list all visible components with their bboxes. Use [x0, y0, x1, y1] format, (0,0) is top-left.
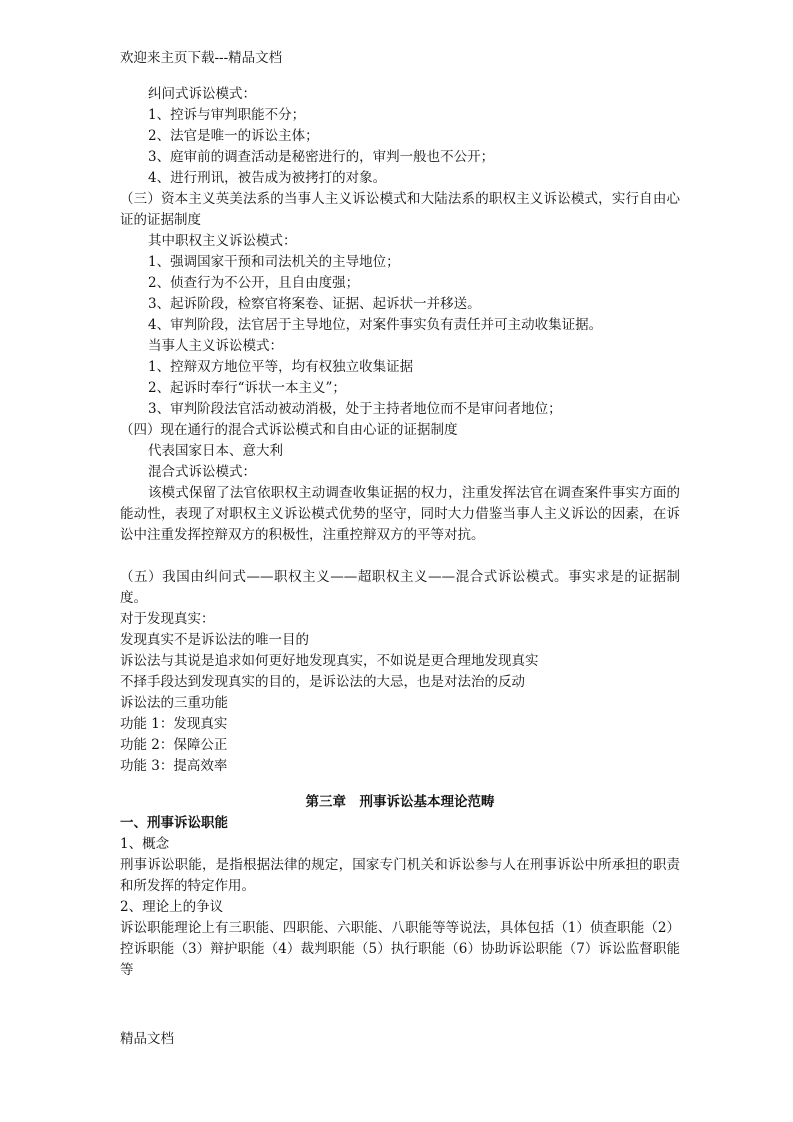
text-line: 发现真实不是诉讼法的唯一目的 [120, 632, 309, 648]
list-item: 功能 3：提高效率 [120, 758, 228, 774]
text-line: 当事人主义诉讼模式： [148, 338, 283, 354]
subsection-heading: （四）现在通行的混合式诉讼模式和自由心证的证据制度 [120, 422, 458, 438]
text-line: 1、概念 [120, 836, 170, 852]
spacer [120, 777, 680, 792]
text-line: 混合式诉讼模式： [148, 464, 256, 480]
text-line: 代表国家日本、意大利 [148, 443, 283, 459]
list-item: 4、审判阶段，法官居于主导地位，对案件事实负有责任并可主动收集证据。 [148, 317, 603, 333]
list-item: 2、起诉时奉行“诉状一本主义”； [148, 380, 346, 396]
list-item: 4、进行刑讯，被告成为被拷打的对象。 [148, 170, 387, 186]
subsection-heading: （三）资本主义英美法系的当事人主义诉讼模式和大陆法系的职权主义诉讼模式，实行自由心证的证据制度 [120, 191, 680, 228]
spacer [120, 546, 680, 567]
page-footer: 精品文档 [120, 1031, 174, 1047]
chapter-title: 第三章 刑事诉讼基本理论范畴 [305, 794, 495, 810]
list-item: 1、控诉与审判职能不分； [148, 107, 306, 123]
list-item: 3、审判阶段法官活动被动消极，处于主持者地位而不是审问者地位； [148, 401, 562, 417]
list-item: 功能 2：保障公正 [120, 737, 228, 753]
text-line: 对于发现真实： [120, 611, 215, 627]
list-item: 3、起诉阶段，检察官将案卷、证据、起诉状一并移送。 [148, 296, 481, 312]
paragraph: 刑事诉讼职能，是指根据法律的规定，国家专门机关和诉讼参与人在刑事诉讼中所承担的职责和所发挥的特定作用。 [120, 857, 680, 894]
list-item: 2、法官是唯一的诉讼主体； [148, 128, 319, 144]
list-item: 功能 1：发现真实 [120, 716, 228, 732]
paragraph: 该模式保留了法官依职权主动调查收集证据的权力，注重发挥法官在调查案件事实方面的能动性，表现了对职权主义诉讼模式优势的坚守，同时大力借鉴当事人主义诉讼的因素，在诉讼中注重发挥控辩双方的积极性，注重控辩双方的平等对抗。 [120, 485, 680, 543]
paragraph: 诉讼职能理论上有三职能、四职能、六职能、八职能等等说法，具体包括（1）侦查职能（2）控诉职能（3）辩护职能（4）裁判职能（5）执行职能（6）协助诉讼职能（7）诉讼监督职能等 [120, 920, 680, 978]
document-body [120, 84, 680, 981]
page-header: 欢迎来主页下载---精品文档 [120, 50, 283, 66]
list-item: 1、控辩双方地位平等，均有权独立收集证据 [148, 359, 414, 375]
text-line: 诉讼法的三重功能 [120, 695, 228, 711]
text-line: 纠问式诉讼模式： [148, 86, 256, 102]
subsection-heading: （五）我国由纠问式——职权主义——超职权主义——混合式诉讼模式。事实求是的证据制度。 [120, 569, 680, 606]
text-line: 2、理论上的争议 [120, 899, 224, 915]
list-item: 2、侦查行为不公开，且自由度强； [148, 275, 360, 291]
section-heading: 一、刑事诉讼职能 [120, 815, 228, 831]
list-item: 1、强调国家干预和司法机关的主导地位； [148, 254, 400, 270]
text-line: 诉讼法与其说是追求如何更好地发现真实，不如说是更合理地发现真实 [120, 653, 539, 669]
text-line: 其中职权主义诉讼模式： [148, 233, 297, 249]
list-item: 3、庭审前的调查活动是秘密进行的，审判一般也不公开； [148, 149, 495, 165]
text-line: 不择手段达到发现真实的目的，是诉讼法的大忌，也是对法治的反动 [120, 674, 525, 690]
